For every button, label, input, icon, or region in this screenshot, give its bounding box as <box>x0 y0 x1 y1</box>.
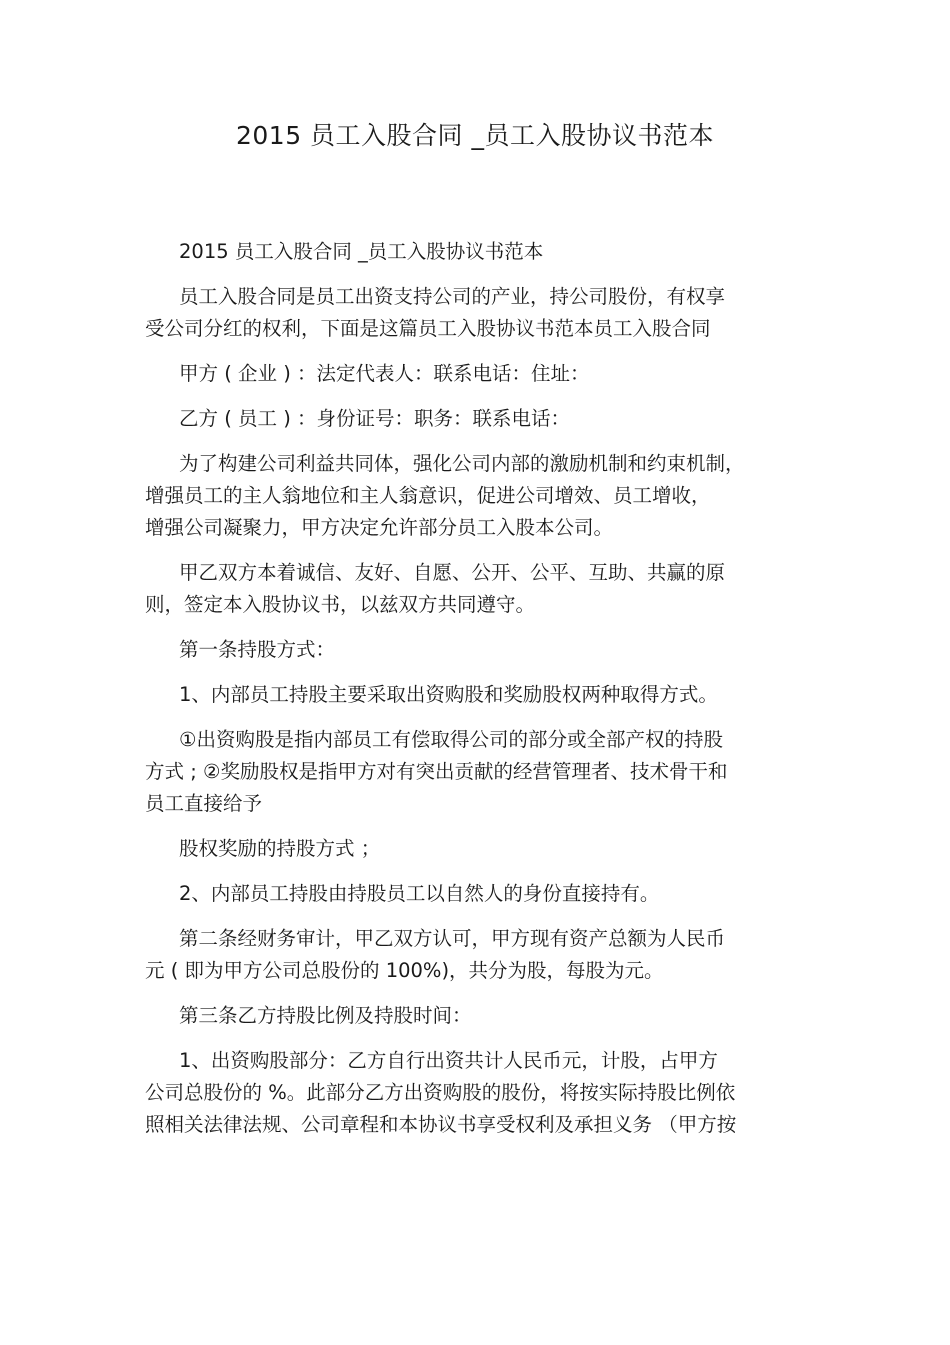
paragraph <box>145 724 825 820</box>
paragraph <box>145 679 825 711</box>
paragraph <box>145 878 825 910</box>
paragraph-line: 2、内部员工持股由持股员工以自然人的身份直接持有。 <box>179 882 660 905</box>
paragraph-line: 甲方 ( 企业 ) ：法定代表人：联系电话：住址： <box>179 362 590 385</box>
paragraph-line: 1、内部员工持股主要采取出资购股和奖励股权两种取得方式。 <box>179 683 718 706</box>
paragraph-line: 第一条持股方式： <box>179 638 336 661</box>
paragraph-line: 则，签定本入股协议书，以兹双方共同遵守。 <box>145 593 536 616</box>
paragraph-line: 为了构建公司利益共同体，强化公司内部的激励机制和约束机制， <box>179 452 745 475</box>
paragraph <box>145 358 825 390</box>
paragraph <box>145 923 825 987</box>
paragraph-line: 第三条乙方持股比例及持股时间： <box>179 1004 472 1027</box>
paragraph <box>145 634 825 666</box>
paragraph <box>145 833 825 865</box>
document-title: 2015 员工入股合同 _员工入股协议书范本 <box>235 121 715 150</box>
paragraph-line: 第二条经财务审计，甲乙双方认可，甲方现有资产总额为人民币 <box>179 927 726 950</box>
paragraph-line: 股权奖励的持股方式 ； <box>179 837 381 860</box>
paragraph <box>145 1000 825 1032</box>
paragraph-line: 员工直接给予 <box>145 792 263 815</box>
document-body <box>145 236 825 1154</box>
paragraph <box>145 557 825 621</box>
paragraph-line: 增强公司凝聚力，甲方决定允许部分员工入股本公司。 <box>145 516 614 539</box>
paragraph <box>145 403 825 435</box>
paragraph-line: 方式 ; ②奖励股权是指甲方对有突出贡献的经营管理者、技术骨干和 <box>145 760 728 783</box>
paragraph-line: 受公司分红的权利，下面是这篇员工入股协议书范本员工入股合同 <box>145 317 711 340</box>
paragraph-line: 员工入股合同是员工出资支持公司的产业，持公司股份，有权享 <box>179 285 726 308</box>
paragraph-line: 2015 员工入股合同 _员工入股协议书范本 <box>179 240 544 263</box>
paragraph-line: 1、出资购股部分：乙方自行出资共计人民币元，计股，占甲方 <box>179 1049 718 1072</box>
paragraph <box>145 1045 825 1141</box>
paragraph-line: ①出资购股是指内部员工有偿取得公司的部分或全部产权的持股 <box>179 728 723 751</box>
paragraph <box>145 281 825 345</box>
paragraph-line: 照相关法律法规、公司章程和本协议书享受权利及承担义务 （甲方按 <box>145 1113 737 1136</box>
paragraph-line: 乙方 ( 员工 ) ：身份证号：职务：联系电话： <box>179 407 571 430</box>
paragraph <box>145 236 825 268</box>
paragraph-line: 增强员工的主人翁地位和主人翁意识，促进公司增效、员工增收， <box>145 484 711 507</box>
paragraph <box>145 448 825 544</box>
paragraph-line: 元 ( 即为甲方公司总股份的 100%)，共分为股，每股为元。 <box>145 959 664 982</box>
paragraph-line: 公司总股份的 %。此部分乙方出资购股的股份，将按实际持股比例依 <box>145 1081 736 1104</box>
paragraph-line: 甲乙双方本着诚信、友好、自愿、公开、公平、互助、共赢的原 <box>179 561 726 584</box>
